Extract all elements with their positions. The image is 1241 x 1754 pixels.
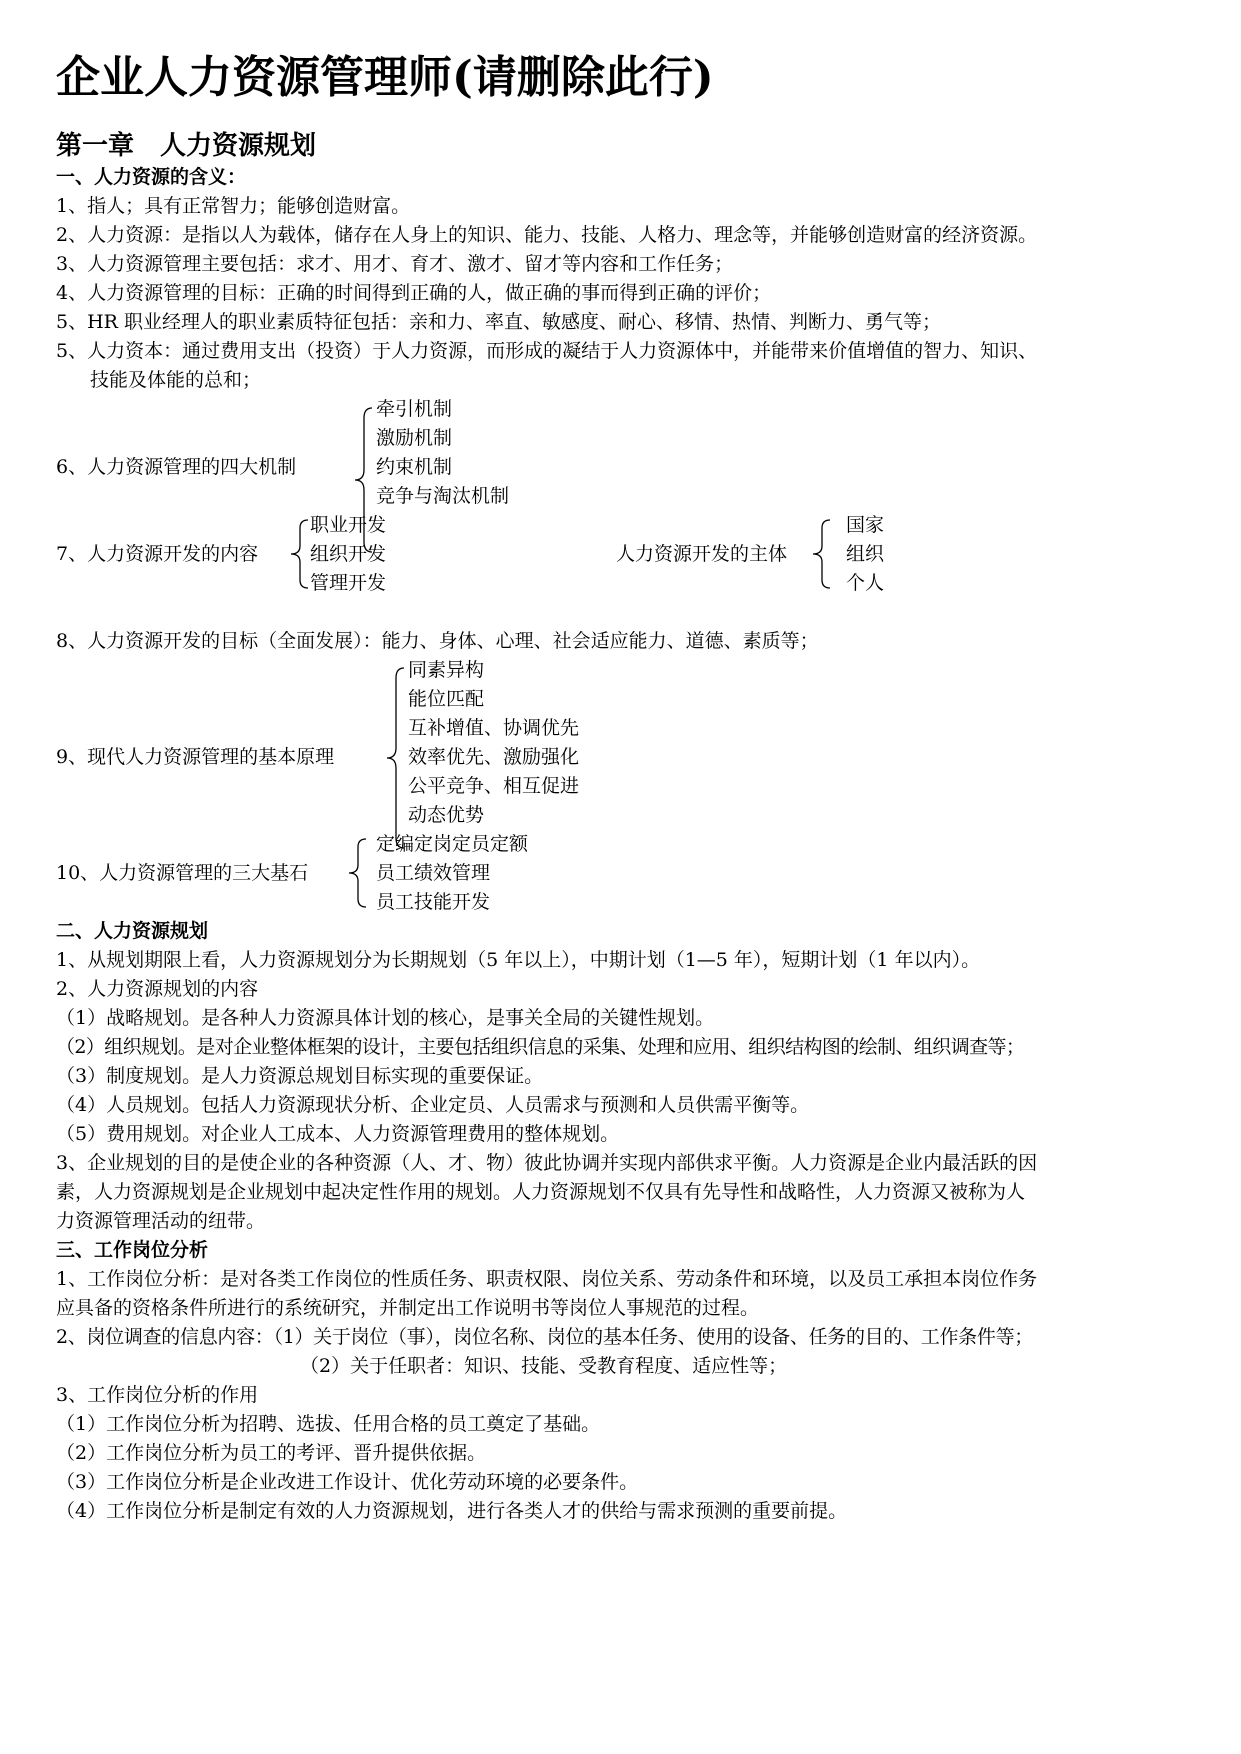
chapter-heading: 第一章 人力资源规划: [56, 131, 317, 161]
text-line: 2、岗位调查的信息内容：（1）关于岗位（事），岗位名称、岗位的基本任务、使用的设备、任务的目的、工作条件等；: [56, 1326, 1033, 1348]
brace-list-item: 激励机制: [376, 427, 453, 449]
section-heading-2: 二、人力资源规划: [56, 920, 209, 942]
section-heading-3: 三、工作岗位分析: [56, 1239, 209, 1261]
brace-list-label: 6、人力资源管理的四大机制: [56, 456, 297, 478]
brace-list-item: 竞争与淘汰机制: [376, 485, 510, 507]
page-title: 企业人力资源管理师(请删除此行): [56, 52, 714, 103]
text-line: 5、人力资本：通过费用支出（投资）于人力资源，而形成的凝结于人力资源体中，并能带来价值增值的智力、知识、: [56, 340, 1038, 362]
text-line: （4）工作岗位分析是制定有效的人力资源规划，进行各类人才的供给与需求预测的重要前提。: [56, 1500, 848, 1522]
brace-list-item: 国家: [846, 514, 885, 536]
text-line: （2）组织规划。是对企业整体框架的设计，主要包括组织信息的采集、处理和应用、组织结构图的绘制、组织调查等；: [56, 1036, 1025, 1058]
brace-list-item: 组织开发: [310, 543, 387, 565]
text-line: 应具备的资格条件所进行的系统研究，并制定出工作说明书等岗位人事规范的过程。: [56, 1297, 760, 1319]
brace-list-item: 效率优先、激励强化: [408, 746, 580, 768]
text-line: 3、企业规划的目的是使企业的各种资源（人、才、物）彼此协调并实现内部供求平衡。人力资源是企业内最活跃的因: [56, 1152, 1038, 1174]
brace-list-item: 公平竞争、相互促进: [408, 775, 580, 797]
brace-list-label: 9、现代人力资源管理的基本原理: [56, 746, 335, 768]
text-line: （3）制度规划。是人力资源总规划目标实现的重要保证。: [56, 1065, 544, 1087]
text-line: 3、工作岗位分析的作用: [56, 1384, 259, 1406]
text-line: （4）人员规划。包括人力资源现状分析、企业定员、人员需求与预测和人员供需平衡等。: [56, 1094, 810, 1116]
text-line: 1、从规划期限上看，人力资源规划分为长期规划（5 年以上），中期计划（1—5 年），短期计划（1 年以内）。: [56, 949, 981, 971]
brace-icon: [288, 514, 312, 594]
text-line: （1）战略规划。是各种人力资源具体计划的核心，是事关全局的关键性规划。: [56, 1007, 715, 1029]
brace-list-item: 个人: [846, 572, 885, 594]
text-line: （5）费用规划。对企业人工成本、人力资源管理费用的整体规划。: [56, 1123, 620, 1145]
brace-list-label: 人力资源开发的主体: [616, 543, 788, 565]
text-line: 2、人力资源：是指以人为载体，储存在人身上的知识、能力、技能、人格力、理念等，并能够创造财富的经济资源。: [56, 224, 1038, 246]
brace-list-item: 组织: [846, 543, 885, 565]
brace-list-item: 动态优势: [408, 804, 485, 826]
text-line: （2）工作岗位分析为员工的考评、晋升提供依据。: [56, 1442, 487, 1464]
brace-list-label: 10、人力资源管理的三大基石: [56, 862, 309, 884]
brace-icon: [384, 658, 408, 858]
text-line: 4、人力资源管理的目标：正确的时间得到正确的人，做正确的事而得到正确的评价；: [56, 282, 772, 304]
section-heading-1: 一、人力资源的含义：: [56, 166, 247, 188]
text-line: （3）工作岗位分析是企业改进工作设计、优化劳动环境的必要条件。: [56, 1471, 639, 1493]
text-line: 8、人力资源开发的目标（全面发展）：能力、身体、心理、社会适应能力、道德、素质等；: [56, 630, 819, 652]
text-line: 力资源管理活动的纽带。: [56, 1210, 266, 1232]
brace-list-item: 牵引机制: [376, 398, 453, 420]
brace-list-item: 定编定岗定员定额: [376, 833, 529, 855]
brace-list-item: 员工绩效管理: [376, 862, 491, 884]
text-line: 素，人力资源规划是企业规划中起决定性作用的规划。人力资源规划不仅具有先导性和战略性，人力资源又被称为人: [56, 1181, 1026, 1203]
brace-list-item: 员工技能开发: [376, 891, 491, 913]
brace-icon: [346, 833, 370, 913]
brace-list-item: 约束机制: [376, 456, 453, 478]
text-line: （1）工作岗位分析为招聘、选拔、任用合格的员工奠定了基础。: [56, 1413, 601, 1435]
brace-list-item: 能位匹配: [408, 688, 485, 710]
brace-list-item: 同素异构: [408, 659, 485, 681]
brace-list-item: 管理开发: [310, 572, 387, 594]
brace-list-item: 职业开发: [310, 514, 387, 536]
text-line: 1、指人；具有正常智力；能够创造财富。: [56, 195, 411, 217]
text-line: 5、HR 职业经理人的职业素质特征包括：亲和力、率直、敏感度、耐心、移情、热情、判断力、勇气等；: [56, 311, 942, 333]
brace-list-item: 互补增值、协调优先: [408, 717, 580, 739]
text-line: 1、工作岗位分析：是对各类工作岗位的性质任务、职责权限、岗位关系、劳动条件和环境，以及员工承担本岗位作务: [56, 1268, 1038, 1290]
text-line: （2）关于任职者：知识、技能、受教育程度、适应性等；: [300, 1355, 788, 1377]
text-line: 2、人力资源规划的内容: [56, 978, 259, 1000]
brace-list-label: 7、人力资源开发的内容: [56, 543, 259, 565]
brace-icon: [810, 514, 834, 594]
text-line: 技能及体能的总和；: [90, 369, 262, 391]
text-line: 3、人力资源管理主要包括：求才、用才、育才、激才、留才等内容和工作任务；: [56, 253, 734, 275]
